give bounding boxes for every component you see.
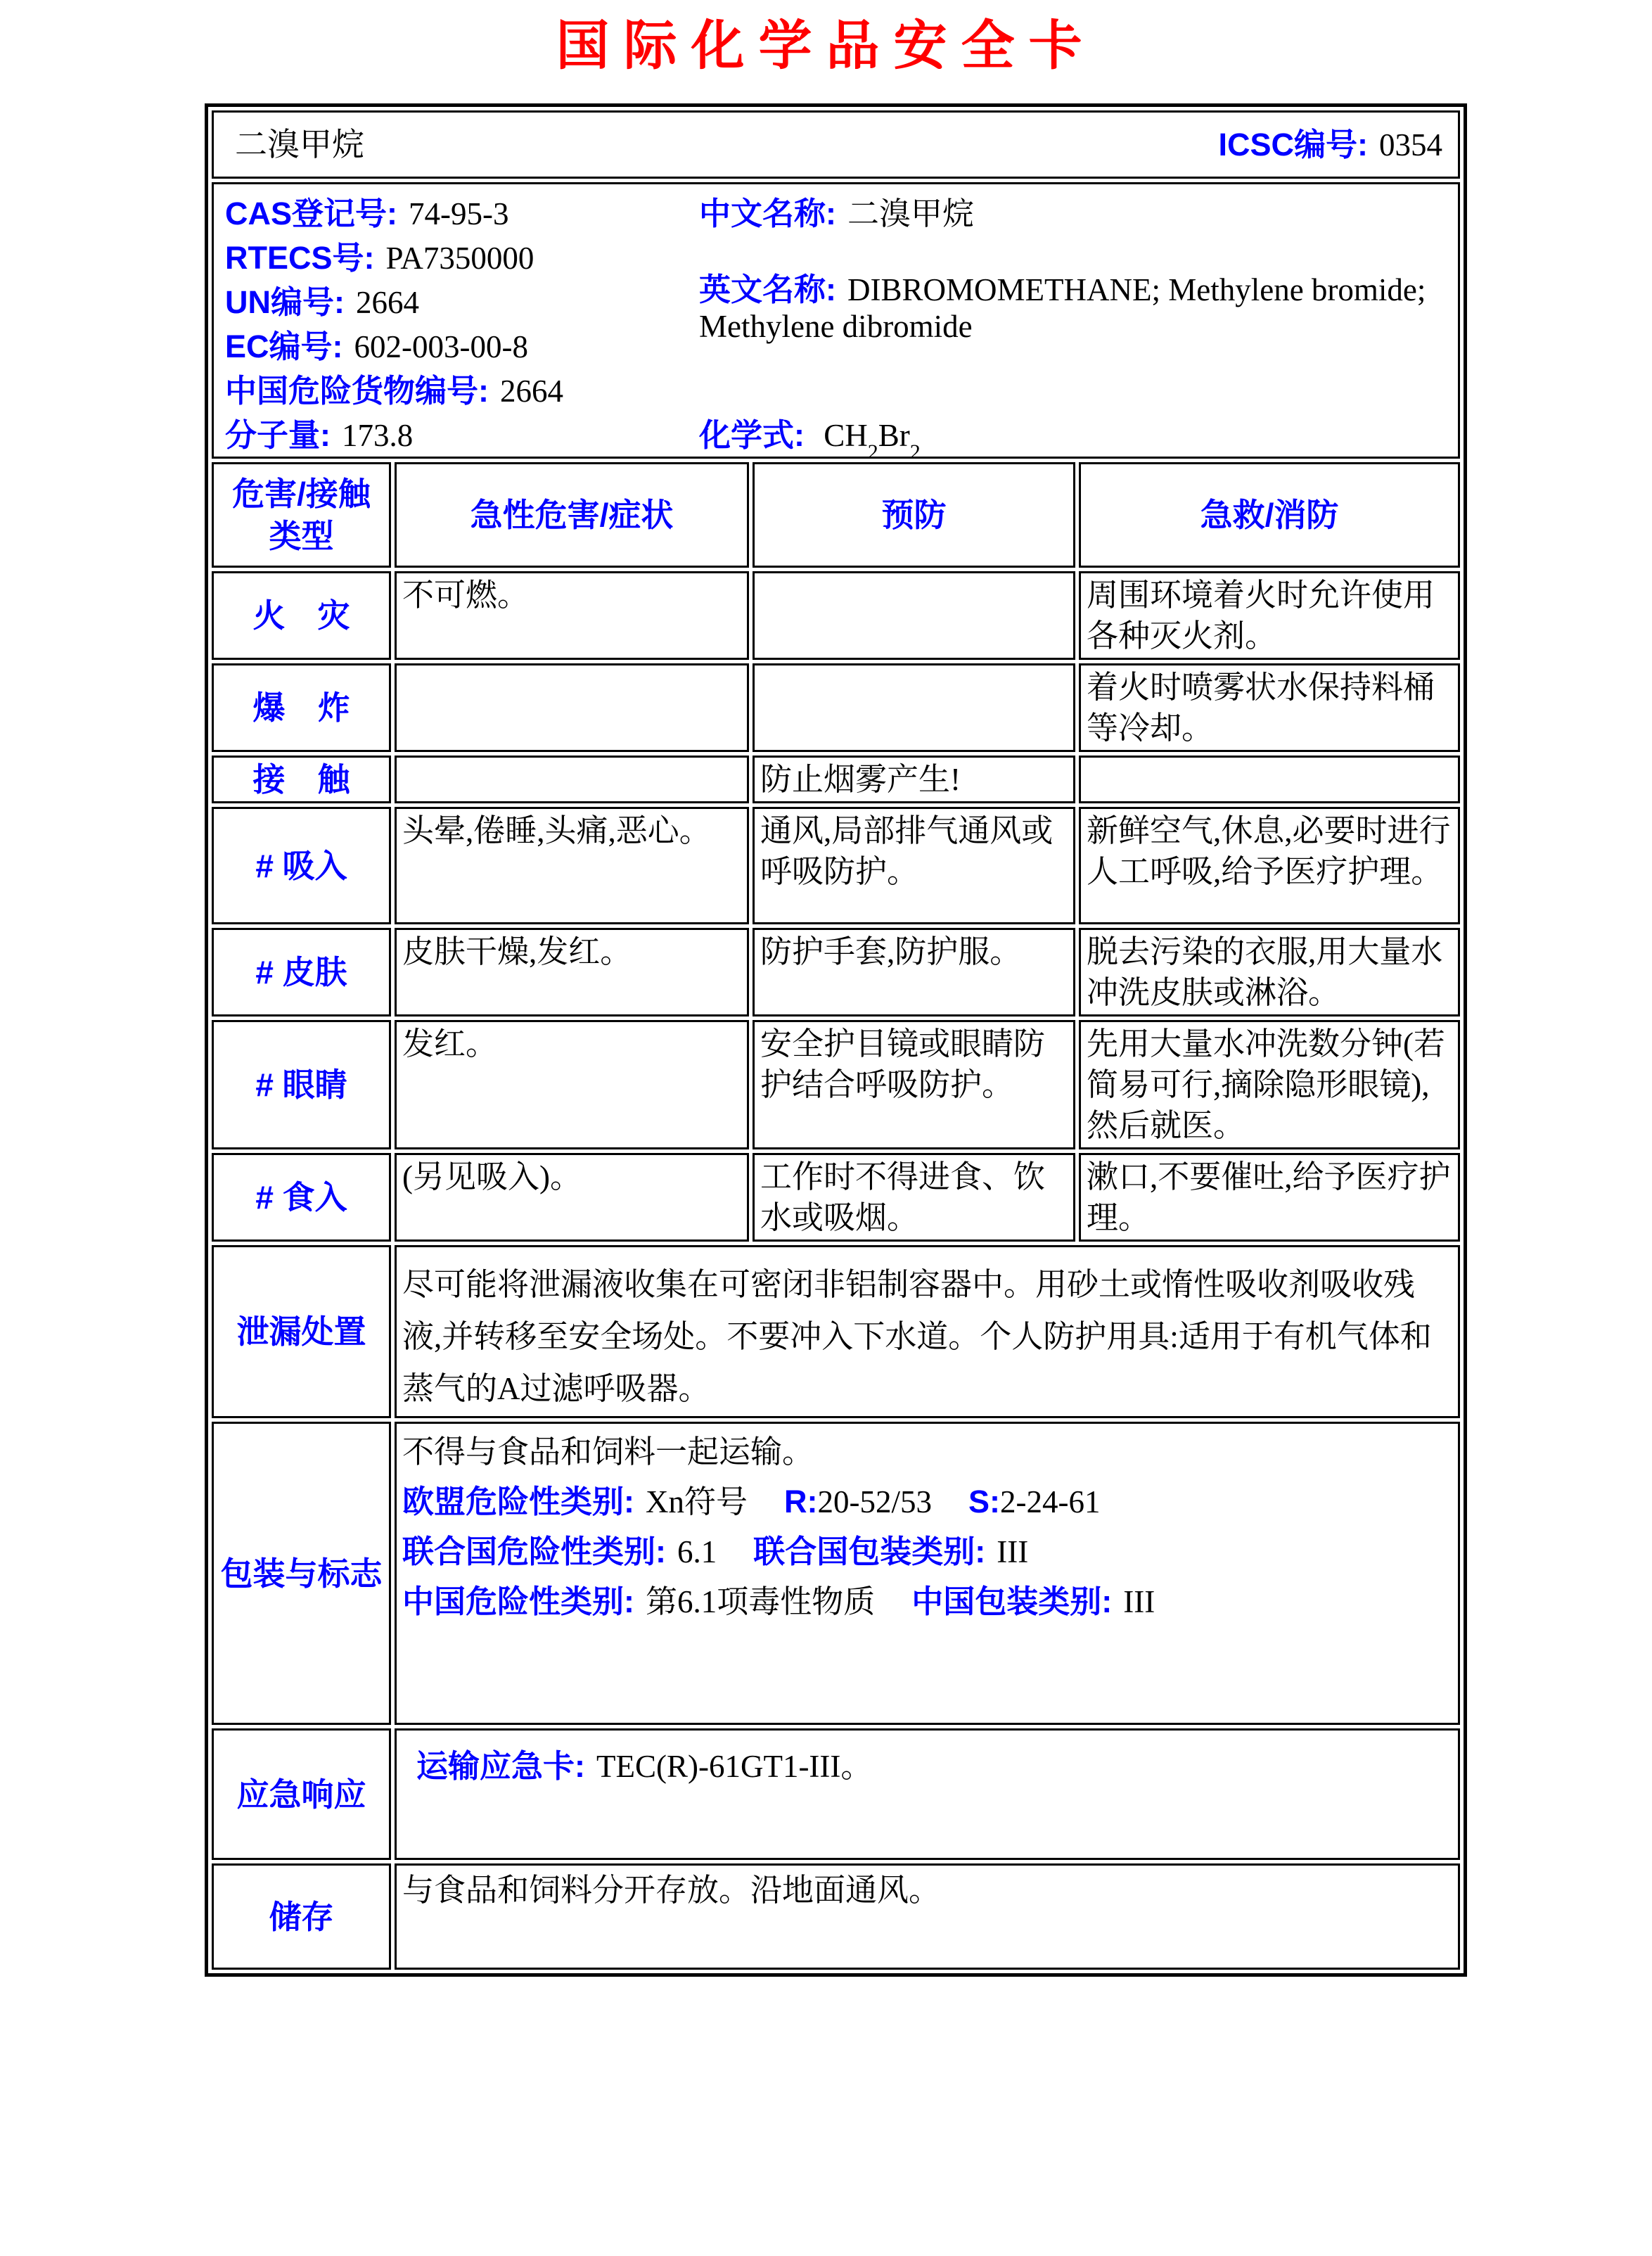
packaging-transport-note: 不得与食品和饲料一起运输。 (402, 1434, 814, 1470)
chinese-name-value: 二溴甲烷 (847, 196, 975, 231)
un-number-label: UN编号: (225, 284, 345, 320)
s-phrases-value: 2-24-61 (999, 1484, 1101, 1519)
packaging-content (395, 1422, 1460, 1725)
chemical-formula-label: 化学式: (699, 417, 805, 453)
substance-name: 二溴甲烷 (235, 126, 364, 162)
ec-number-line (225, 329, 528, 365)
ingestion-symptoms: (另见吸入)。 (395, 1153, 749, 1242)
explosion-aid: 着火时喷雾状水保持料桶等冷却。 (1079, 663, 1460, 752)
inhalation-prevention: 通风,局部排气通风或呼吸防护。 (753, 807, 1075, 924)
molecular-weight-line (225, 417, 413, 454)
rtecs-number-line (225, 240, 534, 276)
packaging-cn-line (402, 1581, 1452, 1622)
cn-hazard-class-value: 第6.1项毒性物质 (646, 1584, 876, 1619)
transport-emergency-card-label: 运输应急卡: (416, 1748, 585, 1784)
un-hazard-class-value: 6.1 (677, 1534, 717, 1569)
column-header-hazard-type: 危害/接触类型 (212, 462, 391, 568)
molecular-weight-label: 分子量: (225, 417, 331, 453)
china-goods-number-line (225, 373, 563, 409)
storage-label: 储存 (212, 1863, 391, 1970)
inhalation-symptoms: 头晕,倦睡,头痛,恶心。 (395, 807, 749, 924)
eyes-symptoms: 发红。 (395, 1020, 749, 1149)
china-goods-number-value: 2664 (500, 374, 563, 409)
explosion-symptoms (395, 663, 749, 752)
inhalation-aid: 新鲜空气,休息,必要时进行人工呼吸,给予医疗护理。 (1079, 807, 1460, 924)
fire-aid: 周围环境着火时允许使用各种灭火剂。 (1079, 571, 1460, 660)
un-pack-group-label: 联合国包装类别: (753, 1534, 986, 1569)
un-number-line (225, 284, 419, 321)
chinese-name-label: 中文名称: (699, 196, 836, 231)
icsc-number-label: ICSC编号: (1218, 126, 1368, 162)
row-ingestion (212, 1153, 1460, 1242)
column-header-prevention: 预防 (753, 462, 1075, 568)
packaging-un-line (402, 1531, 1452, 1572)
hazard-header-row (212, 462, 1460, 568)
ec-number-label: EC编号: (225, 329, 343, 364)
s-phrases-label: S: (968, 1484, 1000, 1519)
spill-disposal-text: 尽可能将泄漏液收集在可密闭非铝制容器中。用砂土或惰性吸收剂吸收残液,并转移至安全场处。不要冲入下水道。个人防护用具:适用于有机气体和蒸气的A过滤呼吸器。 (395, 1245, 1460, 1418)
card-header-cell (212, 110, 1460, 179)
fire-symptoms: 不可燃。 (395, 571, 749, 660)
skin-aid: 脱去污染的衣服,用大量水冲洗皮肤或淋浴。 (1079, 928, 1460, 1017)
un-pack-group-value: III (997, 1534, 1029, 1569)
row-inhalation (212, 807, 1460, 924)
r-phrases-value: 20-52/53 (817, 1484, 932, 1519)
molecular-weight-value: 173.8 (342, 418, 414, 453)
rtecs-number-value: PA7350000 (385, 241, 534, 276)
cn-pack-group-value: III (1123, 1584, 1155, 1619)
icsc-card (205, 103, 1467, 1977)
skin-symptoms: 皮肤干燥,发红。 (395, 928, 749, 1017)
cn-hazard-class-label: 中国危险性类别: (402, 1583, 634, 1619)
row-storage (212, 1863, 1460, 1970)
row-explosion-label: 爆 炸 (212, 663, 391, 752)
cas-number-label: CAS登记号: (225, 196, 397, 231)
ec-number-value: 602-003-00-8 (354, 329, 528, 364)
china-goods-number-label: 中国危险货物编号: (225, 373, 489, 409)
emergency-response-label: 应急响应 (212, 1728, 391, 1860)
packaging-eu-line (402, 1481, 1452, 1522)
eu-hazard-class-value: Xn符号 (646, 1484, 748, 1519)
contact-aid (1079, 756, 1460, 803)
row-emergency-response (212, 1728, 1460, 1860)
cas-number-value: 74-95-3 (409, 196, 509, 231)
row-fire-label: 火 灾 (212, 571, 391, 660)
eyes-prevention: 安全护目镜或眼睛防护结合呼吸防护。 (753, 1020, 1075, 1149)
identifiers-row (212, 182, 1460, 459)
row-packaging (212, 1422, 1460, 1725)
row-spill-disposal (212, 1245, 1460, 1418)
cn-pack-group-label: 中国包装类别: (911, 1583, 1113, 1619)
un-hazard-class-label: 联合国危险性类别: (402, 1534, 666, 1569)
column-header-symptoms: 急性危害/症状 (395, 462, 749, 568)
row-inhalation-label: # 吸入 (212, 807, 391, 924)
explosion-prevention (753, 663, 1075, 752)
contact-prevention: 防止烟雾产生! (753, 756, 1075, 803)
english-name-label: 英文名称: (699, 272, 836, 307)
eyes-aid: 先用大量水冲洗数分钟(若简易可行,摘除隐形眼镜),然后就医。 (1079, 1020, 1460, 1149)
rtecs-number-label: RTECS号: (225, 240, 375, 276)
spill-disposal-label: 泄漏处置 (212, 1245, 391, 1418)
row-eyes (212, 1020, 1460, 1149)
chemical-formula-value: $CH_2Br_2$ (824, 418, 921, 464)
formula-line (699, 417, 921, 464)
emergency-response-content (395, 1728, 1460, 1860)
row-fire (212, 571, 1460, 660)
row-eyes-label: # 眼睛 (212, 1020, 391, 1149)
page-title: 国际化学品安全卡 (556, 16, 1096, 76)
card-header-row (212, 110, 1460, 179)
ingestion-aid: 漱口,不要催吐,给予医疗护理。 (1079, 1153, 1460, 1242)
row-explosion (212, 663, 1460, 752)
storage-text: 与食品和饲料分开存放。沿地面通风。 (395, 1863, 1460, 1970)
r-phrases-label: R: (784, 1484, 818, 1519)
identifiers-cell (212, 182, 1460, 464)
row-skin-label: # 皮肤 (212, 928, 391, 1017)
row-ingestion-label: # 食入 (212, 1153, 391, 1242)
transport-emergency-card-value: TEC(R)-61GT1-III。 (596, 1749, 873, 1784)
eu-hazard-class-label: 欧盟危险性类别: (402, 1484, 634, 1519)
cas-number-line (225, 196, 508, 232)
un-number-value: 2664 (355, 285, 419, 320)
row-skin (212, 928, 1460, 1017)
english-name-value: DIBROMOMETHANE; Methylene bromide; Methylene dibromide (699, 272, 1426, 344)
english-name-line (699, 272, 1459, 345)
contact-symptoms (395, 756, 749, 803)
skin-prevention: 防护手套,防护服。 (753, 928, 1075, 1017)
packaging-label: 包装与标志 (212, 1422, 391, 1725)
column-header-first-aid: 急救/消防 (1079, 462, 1460, 568)
icsc-number-group (1219, 125, 1443, 165)
chinese-name-line (699, 196, 974, 232)
ingestion-prevention: 工作时不得进食、饮水或吸烟。 (753, 1153, 1075, 1242)
icsc-number-value: 0354 (1379, 127, 1442, 162)
fire-prevention (753, 571, 1075, 660)
row-contact (212, 756, 1460, 803)
row-contact-label: 接 触 (212, 756, 391, 803)
